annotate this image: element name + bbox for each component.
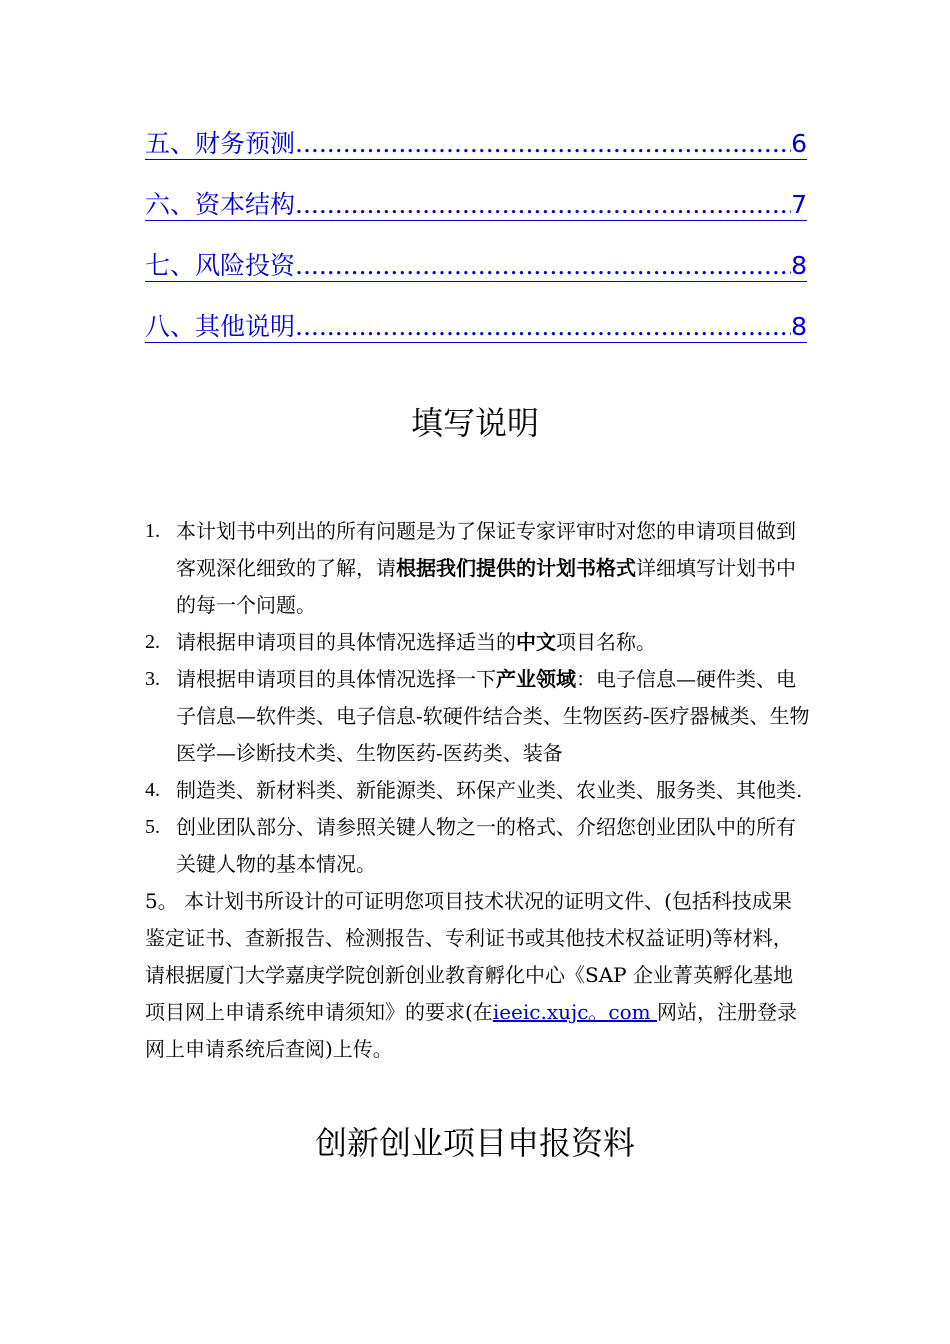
item-number: 2. bbox=[145, 631, 160, 653]
toc-leader-dots bbox=[295, 128, 791, 160]
toc-entry-title: 八、其他说明 bbox=[145, 311, 295, 343]
toc-entry-title: 六、资本结构 bbox=[145, 189, 295, 221]
list-item bbox=[145, 809, 810, 883]
list-item bbox=[145, 513, 810, 624]
list-item bbox=[145, 661, 810, 772]
item-emphasis: 中文 bbox=[516, 630, 556, 654]
toc-leader-dots bbox=[295, 250, 791, 282]
submission-paragraph bbox=[145, 883, 810, 1068]
item-emphasis: 根据我们提供的计划书格式 bbox=[396, 556, 636, 580]
toc-entry-title: 七、风险投资 bbox=[145, 250, 295, 282]
toc-entry-title: 五、财务预测 bbox=[145, 128, 295, 160]
toc-entry-page: 8 bbox=[791, 250, 807, 282]
item-text: 制造类、新材料类、新能源类、环保产业类、农业类、服务类、其他类. bbox=[176, 778, 803, 802]
instructions-heading: 填写说明 bbox=[410, 404, 539, 442]
item-text-part: 项目名称。 bbox=[556, 630, 656, 654]
toc-entry-other[interactable] bbox=[145, 311, 807, 372]
item-text-part: 请根据申请项目的具体情况选择适当的 bbox=[176, 630, 516, 654]
instructions-list bbox=[145, 513, 810, 1068]
toc-entry-page: 8 bbox=[791, 311, 807, 343]
item-text bbox=[176, 513, 810, 624]
toc-leader-dots bbox=[295, 189, 791, 221]
item-emphasis: 产业领域 bbox=[496, 667, 576, 691]
item-number: 5. bbox=[145, 816, 160, 838]
toc-entry-finance[interactable] bbox=[145, 128, 807, 189]
item-text-part: ：电子信息—硬件类、电子信息—软件类、电子信息-软硬件结合类、生物医药-医疗器械类、生物医学—诊断技术类、生物医药-医药类、装备 bbox=[176, 667, 810, 765]
list-item bbox=[145, 772, 810, 809]
toc-entry-page: 7 bbox=[791, 189, 807, 221]
table-of-contents bbox=[145, 128, 807, 372]
item-text-part: 本计划书所设计的可证明您项目技术状况的证明文件、(包括科技成果鉴定证书、查新报告、检测报告、专利证书或其他技术权益证明)等材料，请根据厦门大学嘉庚学院创新创业教育孵化中心《SAP 企业菁英孵化基地项目网上申请系统申请须知》的要求(在 bbox=[145, 889, 793, 1024]
item-text bbox=[176, 661, 810, 772]
item-text-part: 请根据申请项目的具体情况选择一下 bbox=[176, 667, 496, 691]
item-text-part: 网站，注册登录网上申请系统后查阅)上传。 bbox=[145, 1000, 797, 1061]
toc-entry-capital[interactable] bbox=[145, 189, 807, 250]
item-number: 5。 bbox=[145, 889, 178, 913]
application-heading: 创新创业项目申报资料 bbox=[314, 1124, 635, 1162]
item-text-part: 详细填写计划书中的每一个问题。 bbox=[176, 556, 796, 617]
website-link[interactable]: ieeic.xujc。com bbox=[492, 1000, 657, 1024]
item-text-part: 本计划书中列出的所有问题是为了保证专家评审时对您的申请项目做到客观深化细致的了解，请 bbox=[176, 519, 796, 580]
item-number: 3. bbox=[145, 668, 160, 690]
item-number: 1. bbox=[145, 520, 160, 542]
item-text bbox=[176, 624, 810, 661]
toc-entry-venture[interactable] bbox=[145, 250, 807, 311]
item-text: 创业团队部分、请参照关键人物之一的格式、介绍您创业团队中的所有关键人物的基本情况。 bbox=[176, 815, 796, 876]
toc-leader-dots bbox=[295, 311, 791, 343]
toc-entry-page: 6 bbox=[791, 128, 807, 160]
item-number: 4. bbox=[145, 779, 160, 801]
list-item bbox=[145, 624, 810, 661]
